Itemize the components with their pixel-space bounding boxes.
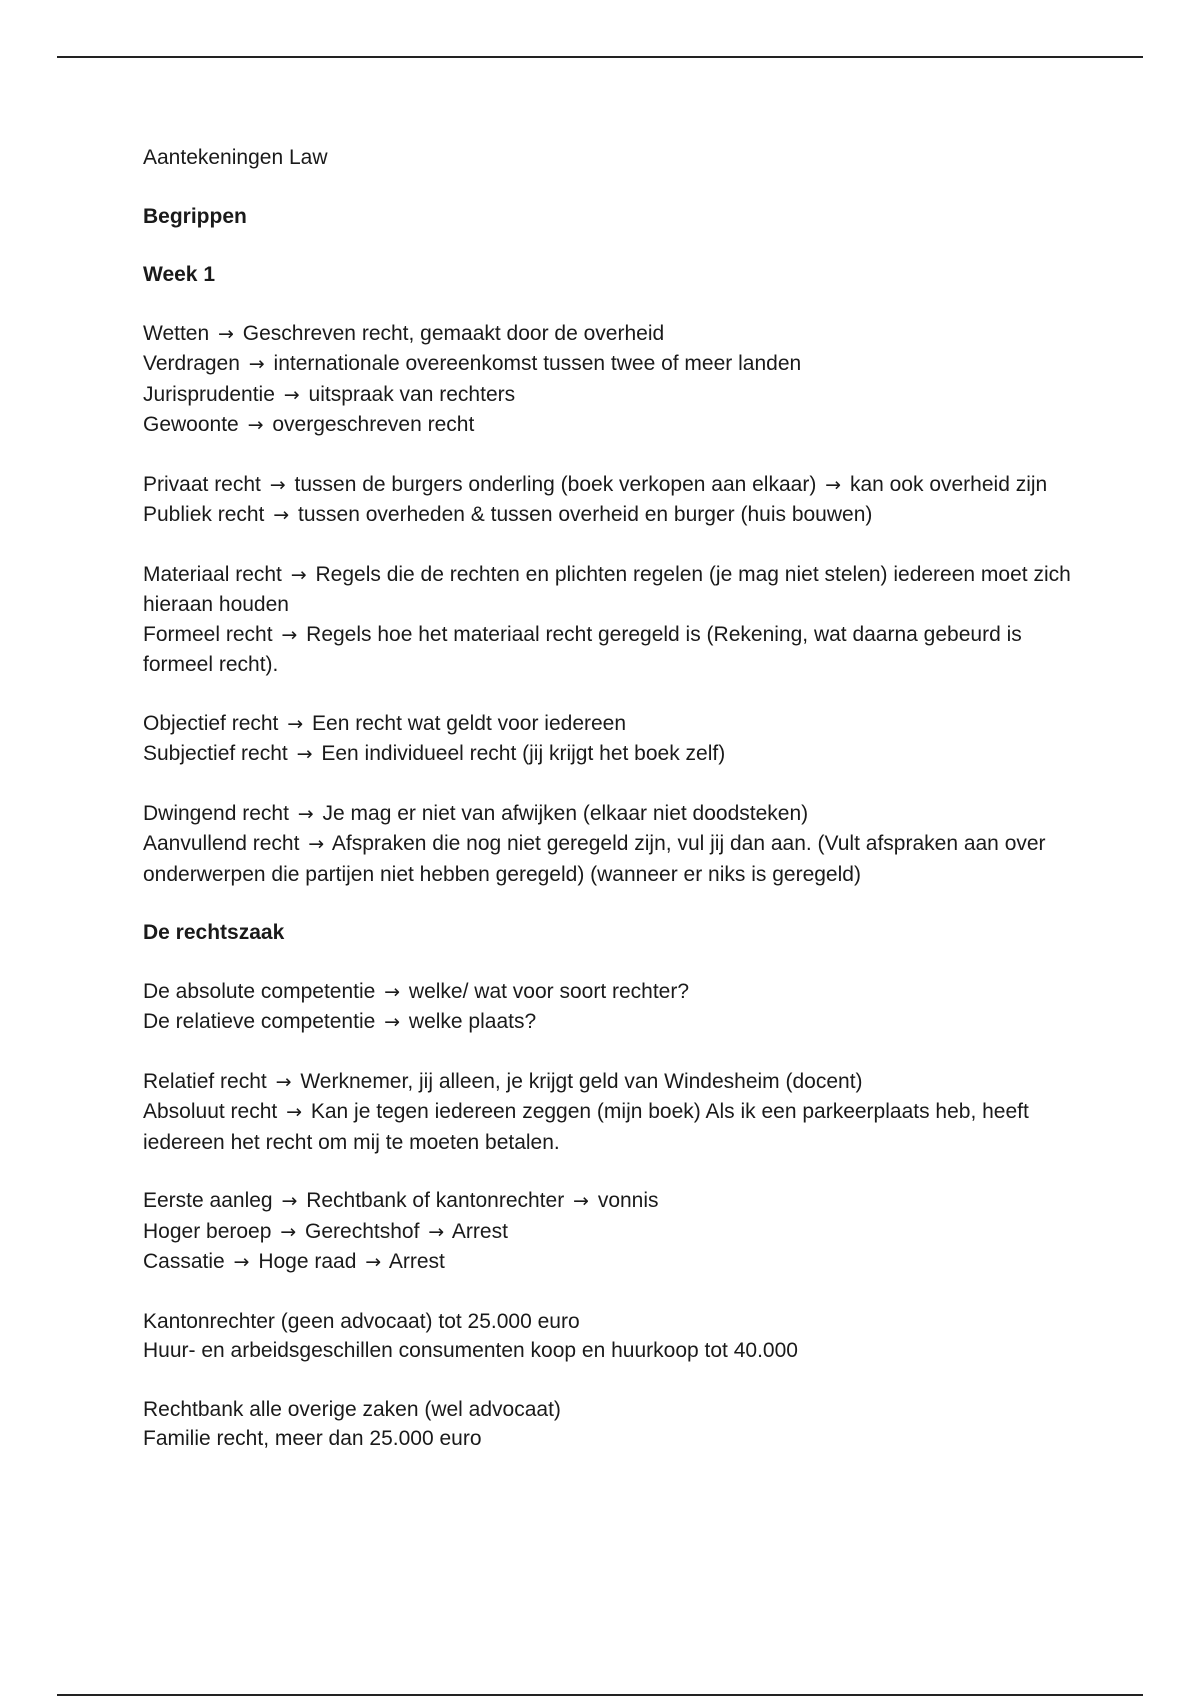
competence-list xyxy=(143,977,1073,1038)
definition: welke plaats? xyxy=(408,1010,537,1033)
definition: Regels hoe het materiaal recht geregeld is (Rekening, wat daarna gebeurd is formeel recht). xyxy=(143,622,1022,676)
list-item xyxy=(143,620,1073,680)
definition: Werknemer, jij alleen, je krijgt geld van Windesheim (docent) xyxy=(300,1069,863,1093)
definition: Een individueel recht (jij krijgt het boek zelf) xyxy=(321,742,726,765)
arrow-right-icon: → xyxy=(247,414,264,436)
arrow-right-icon: → xyxy=(365,1251,382,1273)
private-public-law-list xyxy=(143,470,1073,531)
term: Subjectief recht xyxy=(143,742,288,765)
court: Gerechtshof xyxy=(305,1219,420,1243)
court: Rechtbank of kantonrechter xyxy=(306,1189,565,1212)
term: Gewoonte xyxy=(143,413,239,436)
arrow-right-icon: → xyxy=(273,504,290,526)
note-line: Rechtbank alle overige zaken (wel advocaat) xyxy=(143,1397,561,1421)
term: Materiaal recht xyxy=(143,562,282,586)
list-item xyxy=(143,470,1073,501)
arrow-right-icon: → xyxy=(384,980,401,1003)
footer-rule xyxy=(57,1694,1143,1696)
definition: overgeschreven recht xyxy=(272,413,475,436)
term: Verdragen xyxy=(143,352,240,375)
section-heading-begrippen: Begrippen xyxy=(143,204,247,228)
definition: Afspraken die nog niet geregeld zijn, vul jij dan aan. (Vult afspraken aan over onderwerpen die partijen niet hebben geregeld) (wanneer er niks is geregeld) xyxy=(143,832,1046,886)
arrow-right-icon: → xyxy=(384,1011,401,1033)
arrow-right-icon: → xyxy=(275,1070,292,1093)
note-line: Kantonrechter (geen advocaat) tot 25.000 euro xyxy=(143,1309,580,1333)
list-item xyxy=(143,319,1073,350)
relative-absolute-law-list xyxy=(143,1067,1073,1158)
list-item xyxy=(143,709,1073,740)
arrow-right-icon: → xyxy=(290,563,307,586)
definition: Regels die de rechten en plichten regelen (je mag niet stelen) iedereen moet zich hieraan houden xyxy=(143,562,1071,616)
list-item xyxy=(143,739,1073,770)
term: Relatief recht xyxy=(143,1069,267,1093)
arrow-right-icon: → xyxy=(280,1220,297,1243)
arrow-right-icon: → xyxy=(286,1101,303,1123)
arrow-right-icon: → xyxy=(281,623,298,646)
list-item xyxy=(143,977,1073,1008)
list-item xyxy=(143,1007,1073,1038)
ruling: Arrest xyxy=(451,1219,508,1243)
definition: uitspraak van rechters xyxy=(308,382,516,406)
list-item xyxy=(143,799,1073,830)
mandatory-supplementary-law-list xyxy=(143,799,1073,890)
arrow-right-icon: → xyxy=(287,712,304,735)
term: Aanvullend recht xyxy=(143,832,300,855)
definition-extra: kan ook overheid zijn xyxy=(849,472,1048,496)
note-line: Huur- en arbeidsgeschillen consumenten koop en huurkoop tot 40.000 xyxy=(143,1339,798,1362)
definition: Kan je tegen iedereen zeggen (mijn boek) Als ik een parkeerplaats heb, heeft iedereen het recht om mij te moeten betalen. xyxy=(143,1100,1029,1154)
week-heading: Week 1 xyxy=(143,263,215,286)
list-item xyxy=(143,1067,1073,1098)
rechtbank-notes xyxy=(143,1395,1073,1454)
note-line: Familie recht, meer dan 25.000 euro xyxy=(143,1427,482,1450)
term: Wetten xyxy=(143,321,210,345)
arrow-right-icon: → xyxy=(573,1190,589,1212)
list-item xyxy=(143,1097,1073,1157)
term: Dwingend recht xyxy=(143,801,289,825)
section-heading-rechtszaak: De rechtszaak xyxy=(143,921,285,944)
definition: Geschreven recht, gemaakt door de overheid xyxy=(242,321,665,345)
term: Privaat recht xyxy=(143,472,261,496)
arrow-right-icon: → xyxy=(825,473,842,496)
list-item xyxy=(143,349,1073,380)
ruling: Arrest xyxy=(388,1250,445,1273)
term: De relatieve competentie xyxy=(143,1010,376,1033)
definition: Je mag er niet van afwijken (elkaar niet doodsteken) xyxy=(322,801,809,825)
arrow-right-icon: → xyxy=(428,1220,445,1243)
instance: Eerste aanleg xyxy=(143,1189,273,1212)
material-formal-law-list xyxy=(143,560,1073,680)
definition: Een recht wat geldt voor iedereen xyxy=(312,711,627,735)
definition: tussen de burgers onderling (boek verkopen aan elkaar) xyxy=(294,472,817,496)
term: Formeel recht xyxy=(143,622,273,646)
arrow-right-icon: → xyxy=(297,802,314,825)
term: Absoluut recht xyxy=(143,1100,278,1123)
header-rule xyxy=(57,56,1143,58)
definition: tussen overheden & tussen overheid en burger (huis bouwen) xyxy=(298,503,873,526)
definition: internationale overeenkomst tussen twee of meer landen xyxy=(273,352,802,375)
court: Hoge raad xyxy=(258,1250,357,1273)
term: Objectief recht xyxy=(143,711,279,735)
list-item xyxy=(143,829,1073,889)
arrow-right-icon: → xyxy=(218,322,234,345)
objective-subjective-law-list xyxy=(143,709,1073,770)
list-item xyxy=(143,1186,1073,1217)
list-item xyxy=(143,500,1073,531)
arrow-right-icon: → xyxy=(269,473,286,496)
instance: Hoger beroep xyxy=(143,1219,272,1243)
document-page xyxy=(143,143,1073,1454)
instance: Cassatie xyxy=(143,1250,225,1273)
list-item xyxy=(143,560,1073,620)
arrow-right-icon: → xyxy=(281,1190,298,1212)
term: Publiek recht xyxy=(143,503,265,526)
kantonrechter-notes xyxy=(143,1307,1073,1366)
list-item xyxy=(143,410,1073,441)
arrow-right-icon: → xyxy=(248,353,265,375)
list-item xyxy=(143,1247,1073,1278)
definition: welke/ wat voor soort rechter? xyxy=(408,979,690,1003)
court-instances-list xyxy=(143,1186,1073,1278)
term: De absolute competentie xyxy=(143,979,376,1003)
arrow-right-icon: → xyxy=(308,833,325,855)
ruling: vonnis xyxy=(597,1189,659,1212)
list-item xyxy=(143,380,1073,411)
arrow-right-icon: → xyxy=(233,1251,250,1273)
sources-of-law-list xyxy=(143,319,1073,441)
arrow-right-icon: → xyxy=(283,383,300,406)
document-title: Aantekeningen Law xyxy=(143,146,328,169)
arrow-right-icon: → xyxy=(296,743,313,765)
list-item xyxy=(143,1217,1073,1248)
term: Jurisprudentie xyxy=(143,382,275,406)
